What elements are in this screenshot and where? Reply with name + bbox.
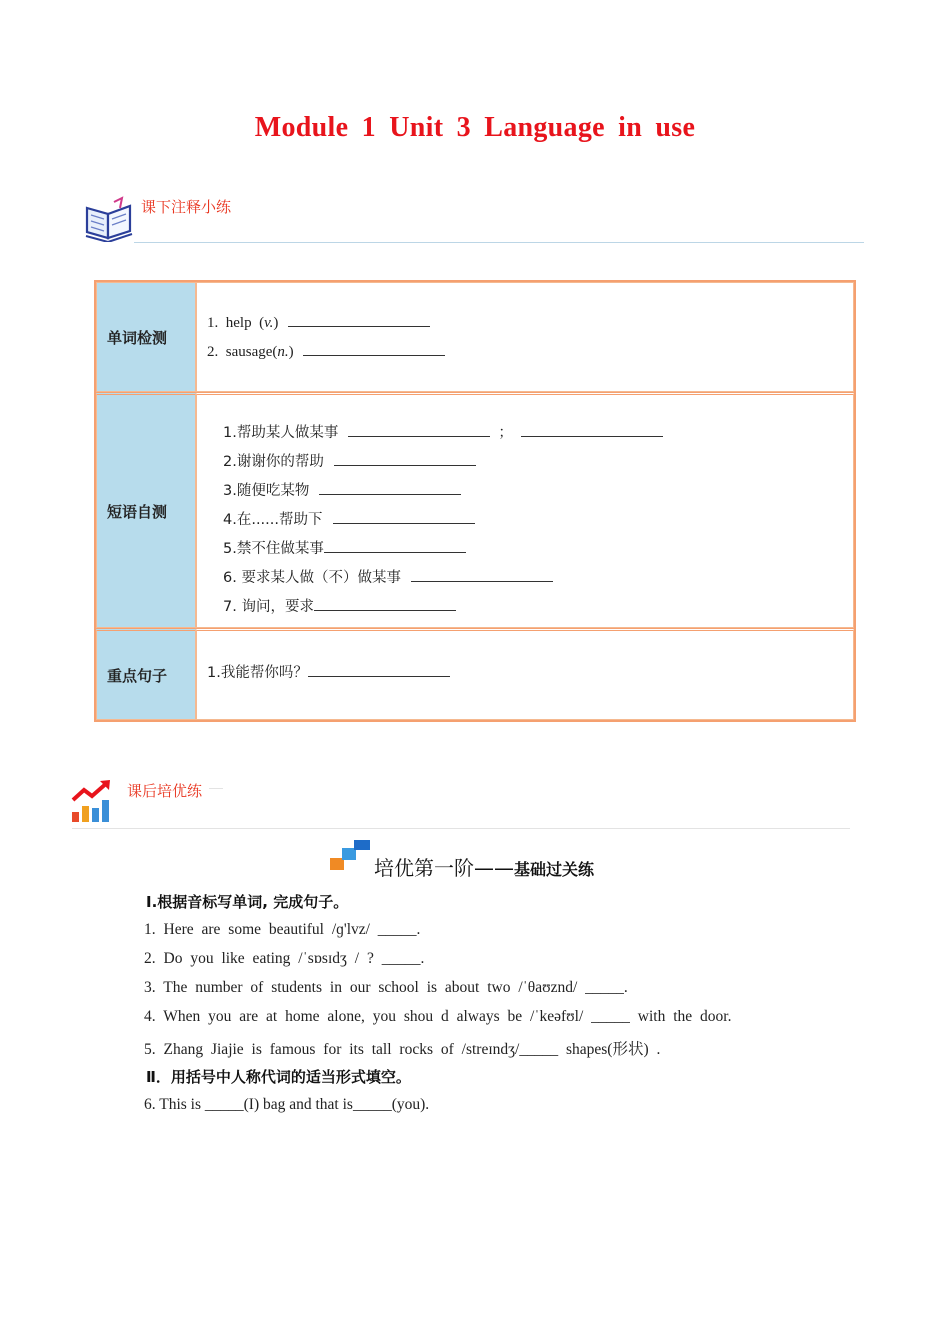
answer-blank[interactable] <box>303 341 445 356</box>
question-5: 5. Zhang Jiajie is famous for its tall rocks of /streɪndʒ/_____ shapes(形状) . <box>144 1041 661 1058</box>
question-3: 3. The number of students in our school is about two /ˈθaʊznd/ _____. <box>144 979 628 996</box>
section-label-advanced: 课后培优练 <box>127 782 203 800</box>
stairs-icon <box>328 838 372 872</box>
question-2: 2. Do you like eating /ˈsɒsɪdʒ / ? _____. <box>144 950 425 967</box>
exercise-heading-1: Ⅰ.根据音标写单词, 完成句子。 <box>146 893 349 911</box>
table-row <box>96 628 854 720</box>
section-divider <box>134 242 864 243</box>
list-item: 3.随便吃某物 <box>223 477 853 506</box>
row-label-words: 单词检测 <box>96 282 196 392</box>
answer-blank[interactable] <box>324 538 466 553</box>
answer-blank[interactable] <box>288 312 430 327</box>
section-divider <box>209 788 223 789</box>
growth-chart-icon <box>70 778 116 824</box>
list-item: 2.谢谢你的帮助 <box>223 448 853 477</box>
question-1: 1. Here are some beautiful /ɡ'lvz/ _____. <box>144 921 421 938</box>
question-4: 4. When you are at home alone, you shou d always be /ˈkeəfʊl/ _____ with the door. <box>144 1008 732 1025</box>
exercise-heading-2: Ⅱ．用括号中人称代词的适当形式填空。 <box>146 1068 411 1086</box>
list-item: 1. help (v.) <box>207 309 853 338</box>
answer-blank[interactable] <box>333 509 475 524</box>
section-label-practice: 课下注释小练 <box>141 198 232 216</box>
table-row <box>96 282 854 392</box>
book-icon <box>84 196 134 242</box>
answer-blank[interactable] <box>411 567 553 582</box>
answer-blank[interactable] <box>521 422 663 437</box>
question-6: 6. This is _____(I) bag and that is_____(you). <box>144 1096 430 1113</box>
answer-blank[interactable] <box>348 422 490 437</box>
list-item: 5.禁不住做某事 <box>223 535 853 564</box>
answer-blank[interactable] <box>334 451 476 466</box>
row-label-phrases: 短语自测 <box>96 392 196 628</box>
list-item: 1.帮助某人做某事 ； <box>223 419 853 448</box>
vocab-table <box>94 280 856 722</box>
answer-blank[interactable] <box>308 662 450 677</box>
row-label-sentences: 重点句子 <box>96 628 196 720</box>
level-heading: 培优第一阶——基础过关练 <box>374 856 595 880</box>
list-item: 2. sausage(n.) <box>207 338 853 367</box>
table-row <box>96 392 854 628</box>
section-divider <box>72 828 850 829</box>
page-title: Module 1 Unit 3 Language in use <box>254 112 696 143</box>
list-item: 6. 要求某人做（不）做某事 <box>223 564 853 593</box>
list-item: 1.我能帮你吗？ <box>207 659 853 688</box>
answer-blank[interactable] <box>319 480 461 495</box>
list-item: 7. 询问，要求 <box>223 593 853 622</box>
answer-blank[interactable] <box>314 596 456 611</box>
list-item: 4.在......帮助下 <box>223 506 853 535</box>
